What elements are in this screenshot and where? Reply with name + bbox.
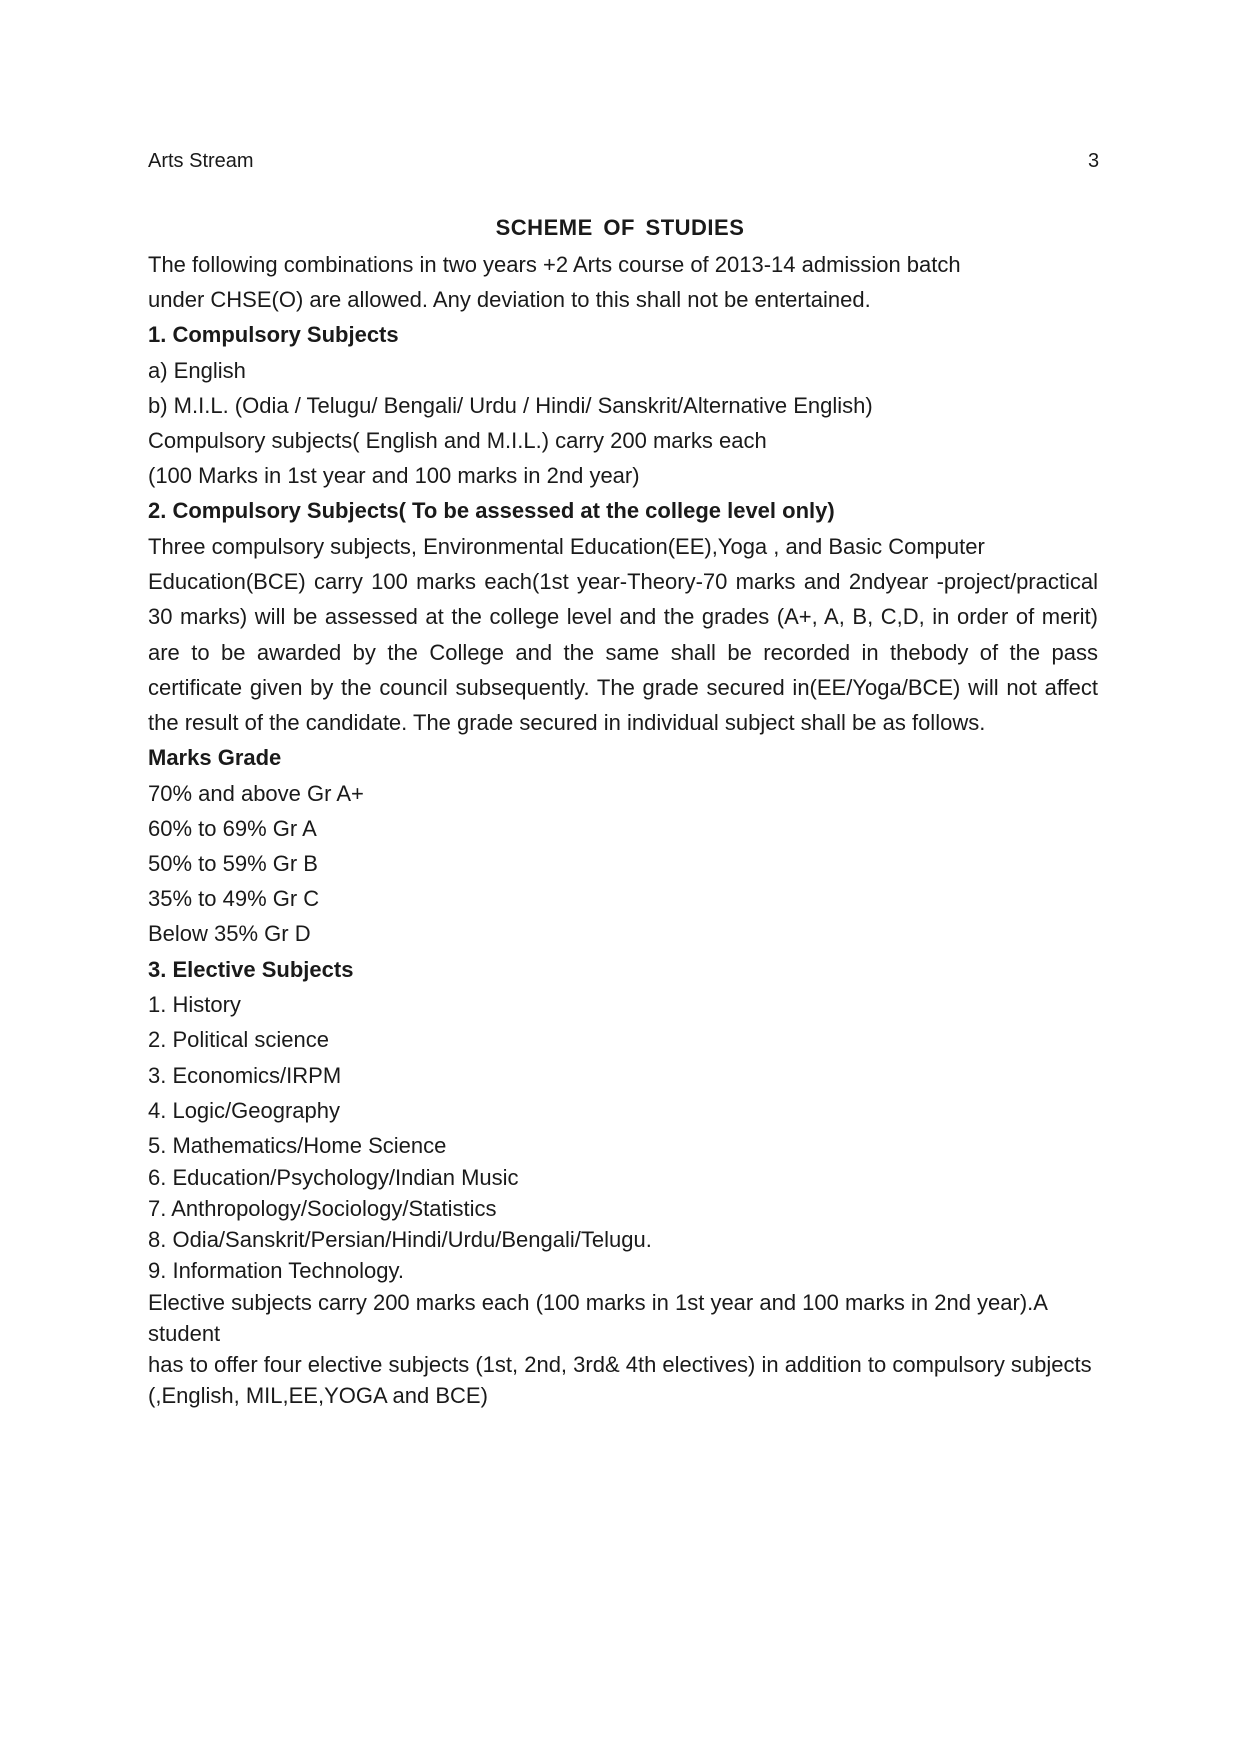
paragraph-line: Education(BCE) carry 100 marks each(1st year-Theory-70 marks and 2ndyear -project/practical [148, 569, 1098, 594]
closing-line: has to offer four elective subjects (1st, 2nd, 3rd& 4th electives) in addition to compulsory subjects [148, 1352, 1092, 1377]
list-item: 8. Odia/Sanskrit/Persian/Hindi/Urdu/Bengali/Telugu. [148, 1227, 652, 1252]
list-item: (100 Marks in 1st year and 100 marks in 2nd year) [148, 463, 640, 488]
list-item: Compulsory subjects( English and M.I.L.) carry 200 marks each [148, 428, 767, 453]
page-number: 3 [1088, 150, 1100, 172]
paragraph-line: certificate given by the council subsequently. The grade secured in(EE/Yoga/BCE) will not affect [148, 675, 1098, 700]
list-item: 3. Economics/IRPM [148, 1063, 342, 1088]
list-item: a) English [148, 358, 246, 383]
running-header-stream: Arts Stream [148, 150, 254, 172]
paragraph-line: 30 marks) will be assessed at the college level and the grades (A+, A, B, C,D, in order of merit) [148, 604, 1098, 629]
paragraph-line: the result of the candidate. The grade secured in individual subject shall be as follows. [148, 710, 986, 735]
grade-row: Below 35% Gr D [148, 921, 311, 946]
grade-row: 50% to 59% Gr B [148, 851, 318, 876]
list-item: 2. Political science [148, 1027, 329, 1052]
paragraph-line: are to be awarded by the College and the same shall be recorded in thebody of the pass [148, 640, 1098, 665]
section-heading: 2. Compulsory Subjects( To be assessed at the college level only) [148, 498, 835, 523]
list-item: 1. History [148, 992, 241, 1017]
section-heading: 3. Elective Subjects [148, 957, 354, 982]
list-item: 4. Logic/Geography [148, 1098, 341, 1123]
closing-line: Elective subjects carry 200 marks each (100 marks in 1st year and 100 marks in 2nd year).A [148, 1290, 1048, 1315]
page-title: SCHEME OF STUDIES [495, 215, 745, 240]
list-item: b) M.I.L. (Odia / Telugu/ Bengali/ Urdu / Hindi/ Sanskrit/Alternative English) [148, 393, 873, 418]
list-item: 9. Information Technology. [148, 1258, 405, 1283]
grade-row: 60% to 69% Gr A [148, 816, 317, 841]
list-item: 5. Mathematics/Home Science [148, 1133, 447, 1158]
section-heading: 1. Compulsory Subjects [148, 322, 399, 347]
intro-line: The following combinations in two years +2 Arts course of 2013-14 admission batch [148, 252, 961, 277]
grade-row: 35% to 49% Gr C [148, 886, 320, 911]
intro-line: under CHSE(O) are allowed. Any deviation to this shall not be entertained. [148, 287, 871, 312]
list-item: 6. Education/Psychology/Indian Music [148, 1165, 519, 1190]
grade-table-heading: Marks Grade [148, 745, 282, 770]
paragraph-line: Three compulsory subjects, Environmental Education(EE),Yoga , and Basic Computer [148, 534, 985, 559]
closing-line: (,English, MIL,EE,YOGA and BCE) [148, 1383, 488, 1408]
grade-row: 70% and above Gr A+ [148, 781, 364, 806]
list-item: 7. Anthropology/Sociology/Statistics [148, 1196, 497, 1221]
closing-line: student [148, 1321, 221, 1346]
